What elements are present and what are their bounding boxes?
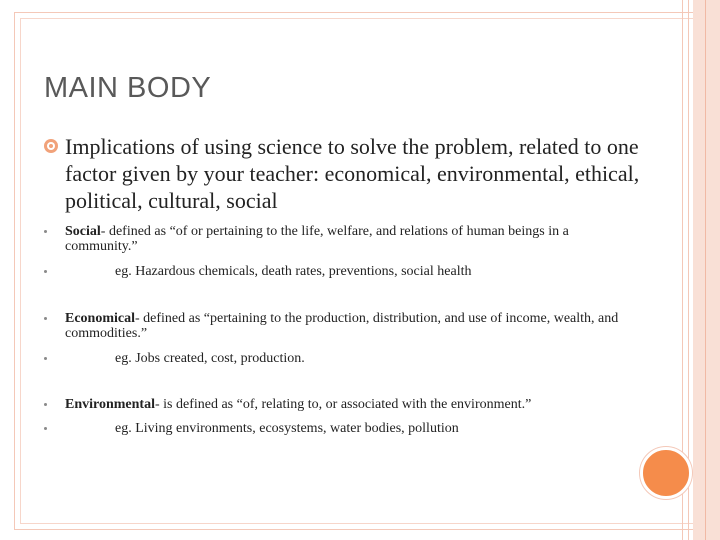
small-dot-icon — [44, 427, 47, 430]
side-band — [693, 0, 720, 540]
factor-economical-example — [44, 351, 675, 366]
factor-environmental — [44, 397, 625, 412]
factor-term: Environmental — [65, 397, 155, 412]
factor-definition — [65, 311, 625, 341]
factor-environmental-example — [44, 421, 675, 436]
intro-bullet — [44, 133, 644, 214]
factor-social-example — [44, 264, 675, 279]
factor-definition-text: - is defined as “of, relating to, or associated with the environment.” — [154, 397, 532, 412]
factor-definition-text: - defined as “pertaining to the production, distribution, and use of income, wealth, and commodities.” — [65, 311, 619, 341]
slide-title: MAIN BODY — [44, 72, 212, 104]
small-dot-icon — [44, 403, 47, 406]
side-rule — [705, 0, 706, 540]
ring-bullet-icon — [44, 139, 58, 153]
small-dot-icon — [44, 317, 47, 320]
factor-example: eg. Jobs created, cost, production. — [115, 351, 305, 366]
factor-example: eg. Living environments, ecosystems, water bodies, pollution — [115, 421, 459, 436]
orange-circle-icon — [640, 447, 692, 499]
factor-definition — [65, 397, 625, 412]
factor-term: Social — [65, 224, 101, 239]
small-dot-icon — [44, 357, 47, 360]
factor-definition — [65, 224, 625, 254]
factor-social — [44, 224, 625, 254]
factor-example: eg. Hazardous chemicals, death rates, preventions, social health — [115, 264, 472, 279]
intro-text: Implications of using science to solve the problem, related to one factor given by your teacher: economical, environmental, ethical, political, cultural, social — [65, 134, 640, 213]
factor-definition-text: - defined as “of or pertaining to the life, welfare, and relations of human beings in a community.” — [65, 224, 569, 254]
factor-term: Economical — [65, 311, 135, 326]
small-dot-icon — [44, 270, 47, 273]
small-dot-icon — [44, 230, 47, 233]
factor-economical — [44, 311, 625, 341]
